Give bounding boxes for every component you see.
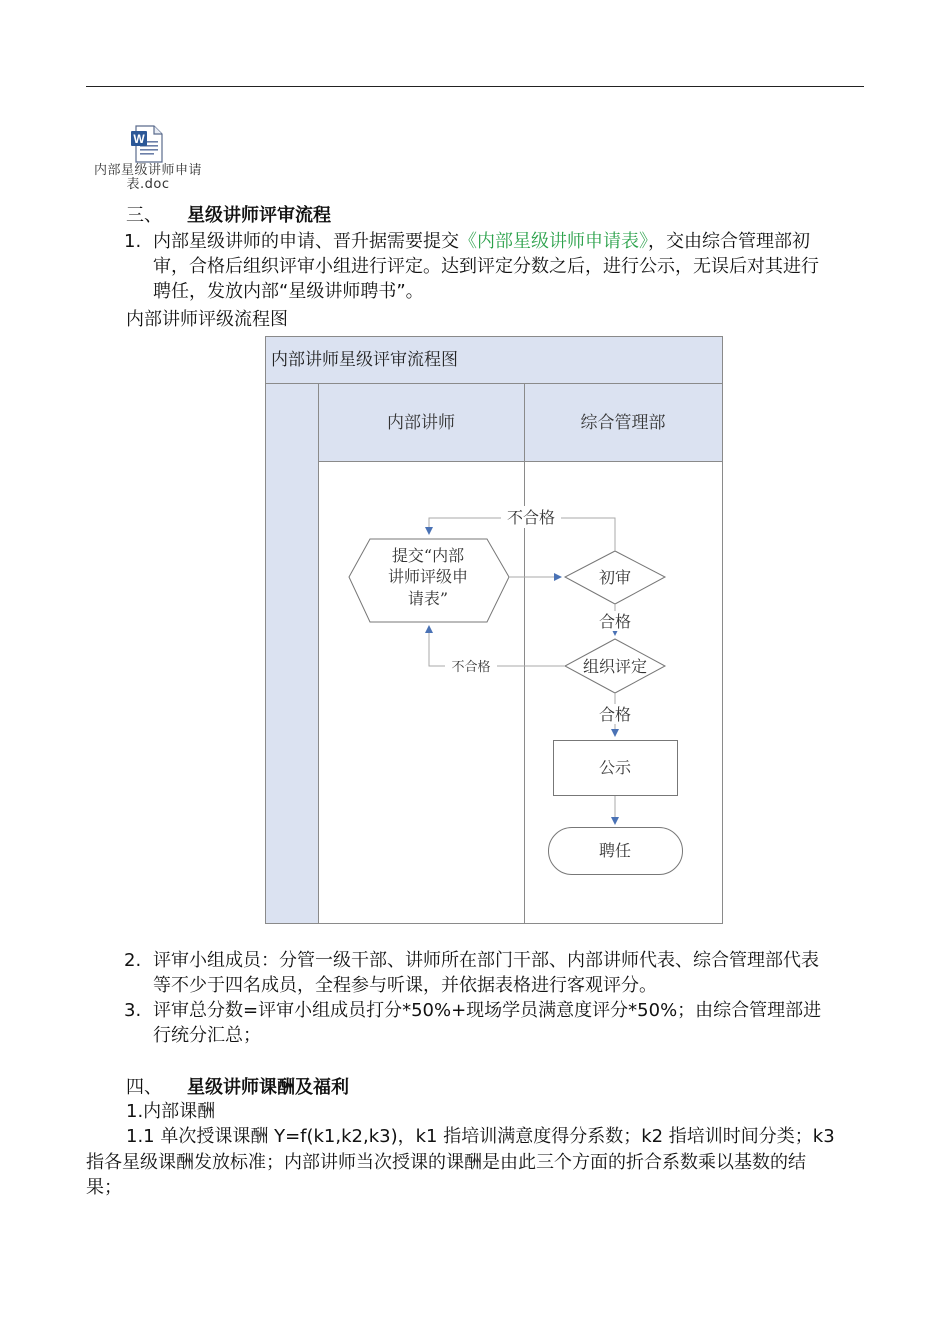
header-rule xyxy=(86,86,864,87)
fail-top-label: 不合格 xyxy=(506,508,556,527)
publicize-label: 公示 xyxy=(598,758,632,777)
submit-label-line1: 提交“内部 xyxy=(391,546,465,565)
item2-line1: 评审小组成员：分管一级干部、讲师所在部门干部、内部讲师代表、综合管理部代表 xyxy=(153,950,819,971)
attachment-name-line2: 表.doc xyxy=(126,177,170,192)
section3-title: 星级讲师评审流程 xyxy=(187,205,331,226)
item1-line1 xyxy=(153,230,810,254)
pass1-label: 合格 xyxy=(598,612,632,631)
submit-label-line3: 请表” xyxy=(407,589,449,608)
item1-line3: 聘任，发放内部“星级讲师聘书”。 xyxy=(153,281,424,302)
attachment[interactable] xyxy=(86,124,210,192)
item3-line1: 评审总分数=评审小组成员打分*50%+现场学员满意度评分*50%；由综合管理部进 xyxy=(153,1000,822,1021)
attachment-name-line1: 内部星级讲师申请 xyxy=(93,163,202,178)
item1-line2: 审，合格后组织评审小组进行评定。达到评定分数之后，进行公示，无误后对其进行 xyxy=(153,256,819,277)
flowchart-caption: 内部讲师评级流程图 xyxy=(126,309,288,330)
section4-paragraph-line1: 1.1 单次授课课酬 Y=f(k1,k2,k3)，k1 指培训满意度得分系数；k2 指培训时间分类；k3 xyxy=(126,1126,835,1147)
initial-review-label: 初审 xyxy=(598,568,632,587)
item3-line2: 行统分汇总； xyxy=(153,1025,261,1046)
section4-paragraph-line3: 果； xyxy=(86,1177,122,1198)
lane-lecturer-label: 内部讲师 xyxy=(387,413,455,433)
section4-subheading: 1.内部课酬 xyxy=(126,1101,216,1122)
word-doc-icon xyxy=(128,124,168,164)
item3-number: 3. xyxy=(124,1000,142,1021)
svg-text:W: W xyxy=(133,132,145,146)
flowchart xyxy=(265,336,725,926)
section4-paragraph-line2: 指各星级课酬发放标准；内部讲师当次授课的课酬是由此三个方面的折合系数乘以基数的结 xyxy=(86,1152,806,1173)
item1-number: 1. xyxy=(124,231,142,252)
lane-admin-label: 综合管理部 xyxy=(580,413,666,433)
fail-mid-label: 不合格 xyxy=(451,660,491,675)
flowchart-title: 内部讲师星级评审流程图 xyxy=(271,350,458,370)
pass2-label: 合格 xyxy=(598,705,632,724)
section3-number: 三、 xyxy=(126,205,162,226)
submit-label-line2: 讲师评级申 xyxy=(387,567,469,586)
item2-number: 2. xyxy=(124,950,142,971)
flowchart-side-column xyxy=(266,384,319,924)
hire-label: 聘任 xyxy=(598,841,632,860)
item1-text-a: 内部星级讲师的申请、晋升据需要提交 xyxy=(153,231,459,252)
item2-line2: 等不少于四名成员，全程参与听课，并依据表格进行客观评分。 xyxy=(153,975,657,996)
item1-text-b: ，交由综合管理部初 xyxy=(648,231,810,252)
organize-evaluation-label: 组织评定 xyxy=(582,657,648,676)
section4-number: 四、 xyxy=(126,1077,162,1098)
application-form-link[interactable]: 《内部星级讲师申请表》 xyxy=(459,231,648,252)
section4-title: 星级讲师课酬及福利 xyxy=(187,1077,349,1098)
